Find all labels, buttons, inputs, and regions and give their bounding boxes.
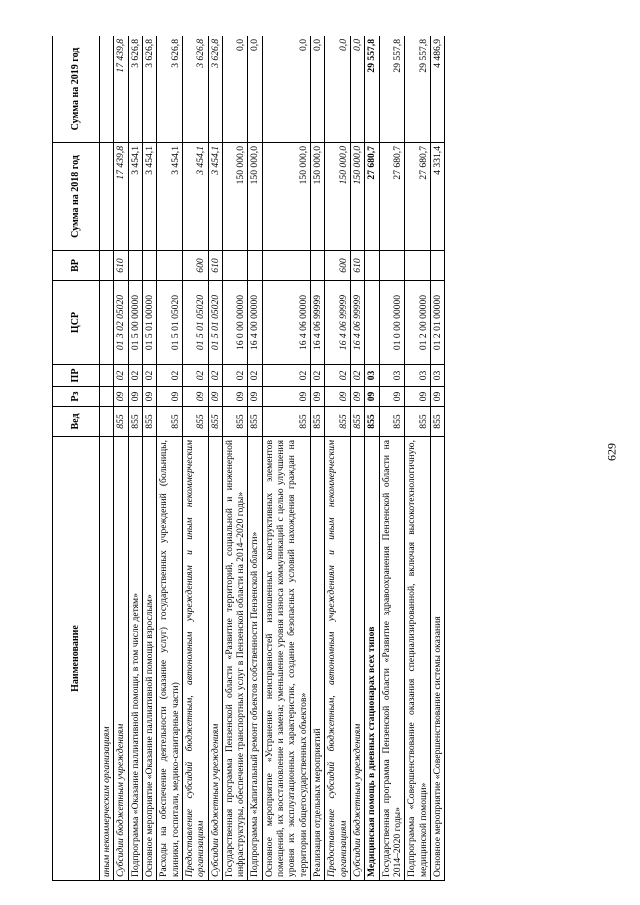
cell-sum-2018: 4 331,4 xyxy=(430,143,444,251)
cell-pr: 02 xyxy=(182,365,208,387)
cell-ved: 855 xyxy=(128,407,142,437)
cell-vr xyxy=(405,251,431,281)
cell-pr: 02 xyxy=(208,365,222,387)
cell-sum-2019: 4 486,9 xyxy=(430,36,444,143)
cell-sum-2019: 17 439,8 xyxy=(114,36,128,143)
cell-csr: 01 5 01 05020 xyxy=(157,281,183,365)
cell-vr xyxy=(365,251,379,281)
cell-pr: 03 xyxy=(405,365,431,387)
cell-name: иным некоммерческим организациям xyxy=(100,437,114,881)
cell-csr: 01 5 00 00000 xyxy=(128,281,142,365)
header-sum-2018: Сумма на 2018 год xyxy=(53,143,100,251)
cell-csr: 01 5 01 00000 xyxy=(142,281,156,365)
cell-ved: 855 xyxy=(208,407,222,437)
cell-ved: 855 xyxy=(325,407,351,437)
cell-pr: 02 xyxy=(262,365,310,387)
table-row xyxy=(325,36,351,881)
cell-name: Субсидии бюджетным учреждениям xyxy=(350,437,364,881)
cell-vr: 610 xyxy=(114,251,128,281)
cell-sum-2018: 17 439,8 xyxy=(114,143,128,251)
cell-vr xyxy=(100,251,114,281)
table-row xyxy=(248,36,262,881)
table-header-row xyxy=(53,36,100,881)
cell-vr xyxy=(222,251,248,281)
table-row xyxy=(365,36,379,881)
cell-sum-2019: 3 626,8 xyxy=(208,36,222,143)
cell-name: Реализация отдельных мероприятий xyxy=(311,437,325,881)
cell-rz: 09 xyxy=(311,387,325,407)
cell-sum-2018: 3 454,1 xyxy=(208,143,222,251)
cell-sum-2018: 27 680,7 xyxy=(379,143,405,251)
cell-csr: 16 4 06 99999 xyxy=(311,281,325,365)
cell-vr xyxy=(142,251,156,281)
cell-csr: 01 2 00 00000 xyxy=(405,281,431,365)
cell-rz: 09 xyxy=(350,387,364,407)
table-row xyxy=(182,36,208,881)
cell-rz: 09 xyxy=(325,387,351,407)
cell-ved: 855 xyxy=(142,407,156,437)
cell-rz: 09 xyxy=(222,387,248,407)
cell-pr: 02 xyxy=(157,365,183,387)
cell-sum-2019: 29 557,8 xyxy=(379,36,405,143)
header-rz: Рз xyxy=(53,387,100,407)
cell-ved: 855 xyxy=(222,407,248,437)
cell-pr: 02 xyxy=(325,365,351,387)
cell-name: Государственная программа Пензенской области «Развитие здравоохранения Пензенской области на 2014–2020 годы» xyxy=(379,437,405,881)
cell-sum-2019: 0,0 xyxy=(248,36,262,143)
cell-ved: 855 xyxy=(350,407,364,437)
cell-sum-2019: 3 626,8 xyxy=(182,36,208,143)
cell-name: Государственная программа Пензенской области «Развитие территорий, социальной и инженерной инфраструктуры, обеспечение транспортных услуг в Пензенской области на 2014–2020 годы» xyxy=(222,437,248,881)
cell-ved: 855 xyxy=(311,407,325,437)
cell-csr: 01 5 01 05020 xyxy=(208,281,222,365)
rotated-table-container xyxy=(52,36,567,881)
cell-sum-2019: 29 557,8 xyxy=(405,36,431,143)
cell-pr: 02 xyxy=(222,365,248,387)
cell-rz: 09 xyxy=(208,387,222,407)
cell-rz xyxy=(100,387,114,407)
cell-csr: 16 4 06 00000 xyxy=(262,281,310,365)
cell-name: Основное мероприятие «Оказание паллиативной помощи взрослым» xyxy=(142,437,156,881)
cell-rz: 09 xyxy=(430,387,444,407)
cell-sum-2019: 0,0 xyxy=(325,36,351,143)
table-row xyxy=(100,36,114,881)
table-row xyxy=(114,36,128,881)
cell-vr xyxy=(311,251,325,281)
cell-rz: 09 xyxy=(365,387,379,407)
header-name: Наименование xyxy=(53,437,100,881)
cell-ved: 855 xyxy=(114,407,128,437)
cell-vr: 600 xyxy=(325,251,351,281)
cell-rz: 09 xyxy=(114,387,128,407)
table-row xyxy=(262,36,310,881)
cell-sum-2018: 150 000,0 xyxy=(222,143,248,251)
cell-rz: 09 xyxy=(128,387,142,407)
cell-vr xyxy=(379,251,405,281)
table-row xyxy=(142,36,156,881)
table-row xyxy=(208,36,222,881)
cell-csr: 01 5 01 05020 xyxy=(182,281,208,365)
cell-sum-2018: 150 000,0 xyxy=(325,143,351,251)
cell-ved: 855 xyxy=(248,407,262,437)
header-csr: ЦСР xyxy=(53,281,100,365)
cell-sum-2019: 0,0 xyxy=(350,36,364,143)
page-number: 629 xyxy=(604,443,619,461)
cell-ved: 855 xyxy=(182,407,208,437)
cell-sum-2019 xyxy=(100,36,114,143)
cell-csr: 01 0 00 00000 xyxy=(379,281,405,365)
table-row xyxy=(128,36,142,881)
cell-rz: 09 xyxy=(248,387,262,407)
table-row xyxy=(430,36,444,881)
cell-sum-2018: 3 454,1 xyxy=(128,143,142,251)
cell-pr xyxy=(100,365,114,387)
cell-rz: 09 xyxy=(405,387,431,407)
cell-vr xyxy=(262,251,310,281)
cell-name: Основное мероприятие «Устранение неисправностей изношенных конструктивных элементов помещений, их восстановление и замена; уменьшение уровня износа коммуникаций с целью улучшения уровня их эксплуатационных характеристик, создание безопасных условий нахождения граждан на территории общегосударственных объектов» xyxy=(262,437,310,881)
cell-ved: 855 xyxy=(157,407,183,437)
cell-csr: 16 4 06 99999 xyxy=(350,281,364,365)
cell-sum-2019: 3 626,8 xyxy=(128,36,142,143)
table-row xyxy=(405,36,431,881)
cell-sum-2019: 0,0 xyxy=(311,36,325,143)
cell-vr xyxy=(128,251,142,281)
cell-ved: 855 xyxy=(430,407,444,437)
cell-name: Основное мероприятие «Совершенствование системы оказания xyxy=(430,437,444,881)
cell-vr xyxy=(248,251,262,281)
cell-sum-2019: 0,0 xyxy=(262,36,310,143)
cell-sum-2018: 27 680,7 xyxy=(405,143,431,251)
cell-vr xyxy=(430,251,444,281)
cell-name: Предоставление субсидий бюджетным, автономным учреждениям и иным некоммерческим организациям xyxy=(182,437,208,881)
cell-sum-2019: 3 626,8 xyxy=(157,36,183,143)
table-row xyxy=(222,36,248,881)
table-row xyxy=(157,36,183,881)
cell-ved: 855 xyxy=(379,407,405,437)
cell-pr: 03 xyxy=(379,365,405,387)
cell-csr: 16 0 00 00000 xyxy=(222,281,248,365)
cell-pr: 03 xyxy=(430,365,444,387)
cell-rz: 09 xyxy=(262,387,310,407)
cell-pr: 02 xyxy=(311,365,325,387)
cell-csr: 01 3 02 05020 xyxy=(114,281,128,365)
cell-sum-2019: 0,0 xyxy=(222,36,248,143)
cell-csr xyxy=(100,281,114,365)
cell-pr: 02 xyxy=(248,365,262,387)
cell-name: Подпрограмма «Совершенствование оказания специализированной, включая высокотехнологичную, медицинской помощи» xyxy=(405,437,431,881)
cell-pr: 02 xyxy=(350,365,364,387)
table-body xyxy=(100,36,445,881)
cell-name: Субсидии бюджетным учреждениям xyxy=(208,437,222,881)
cell-sum-2018: 150 000,0 xyxy=(262,143,310,251)
cell-sum-2019: 29 557,8 xyxy=(365,36,379,143)
cell-pr: 02 xyxy=(114,365,128,387)
cell-name: Субсидии бюджетным учреждениям xyxy=(114,437,128,881)
cell-vr: 610 xyxy=(208,251,222,281)
cell-sum-2018: 150 000,0 xyxy=(248,143,262,251)
cell-name: Подпрограмма «Оказание паллиативной помощи, в том числе детям» xyxy=(128,437,142,881)
cell-name: Подпрограмма «Капитальный ремонт объектов собственности Пензенской области» xyxy=(248,437,262,881)
cell-name: Предоставление субсидий бюджетным, автономным учреждениям и иным некоммерческим организациям xyxy=(325,437,351,881)
cell-vr: 610 xyxy=(350,251,364,281)
cell-name: Расходы на обеспечение деятельности (оказание услуг) государственных учреждений (больницы, клиники, госпитали, медико-санитарные части) xyxy=(157,437,183,881)
table-row xyxy=(350,36,364,881)
cell-pr: 02 xyxy=(128,365,142,387)
cell-sum-2019: 3 626,8 xyxy=(142,36,156,143)
cell-sum-2018: 27 680,7 xyxy=(365,143,379,251)
cell-sum-2018: 3 454,1 xyxy=(142,143,156,251)
cell-sum-2018 xyxy=(100,143,114,251)
cell-csr: 16 4 00 00000 xyxy=(248,281,262,365)
cell-ved: 855 xyxy=(405,407,431,437)
cell-csr: 01 2 01 00000 xyxy=(430,281,444,365)
table-row xyxy=(379,36,405,881)
budget-table xyxy=(52,36,445,881)
cell-pr: 02 xyxy=(142,365,156,387)
header-ved: Вед xyxy=(53,407,100,437)
cell-csr: 16 4 06 99999 xyxy=(325,281,351,365)
cell-rz: 09 xyxy=(379,387,405,407)
cell-rz: 09 xyxy=(157,387,183,407)
cell-ved: 855 xyxy=(365,407,379,437)
cell-csr xyxy=(365,281,379,365)
table-row xyxy=(311,36,325,881)
header-vr: ВР xyxy=(53,251,100,281)
cell-sum-2018: 3 454,1 xyxy=(157,143,183,251)
cell-sum-2018: 3 454,1 xyxy=(182,143,208,251)
cell-rz: 09 xyxy=(142,387,156,407)
cell-ved xyxy=(100,407,114,437)
cell-sum-2018: 150 000,0 xyxy=(350,143,364,251)
cell-ved: 855 xyxy=(262,407,310,437)
cell-vr xyxy=(157,251,183,281)
cell-pr: 03 xyxy=(365,365,379,387)
header-pr: ПР xyxy=(53,365,100,387)
rotated-content xyxy=(52,36,567,881)
cell-vr: 600 xyxy=(182,251,208,281)
header-sum-2019: Сумма на 2019 год xyxy=(53,36,100,143)
cell-sum-2018: 150 000,0 xyxy=(311,143,325,251)
cell-rz: 09 xyxy=(182,387,208,407)
cell-name: Медицинская помощь в дневных стационарах всех типов xyxy=(365,437,379,881)
